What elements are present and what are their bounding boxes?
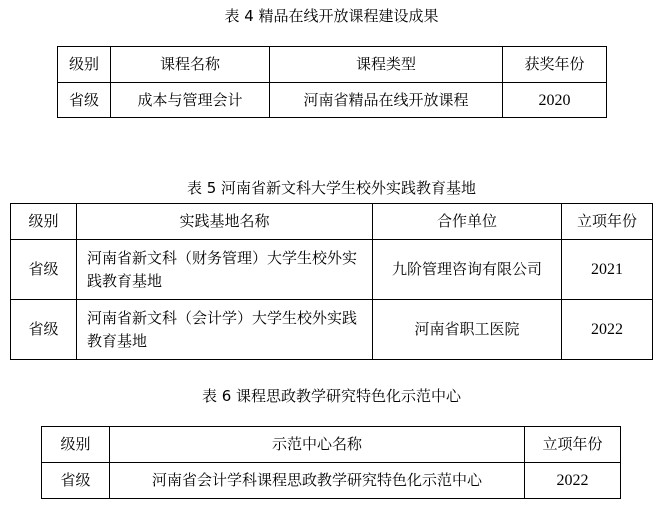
table6-header-level: 级别 — [42, 427, 110, 463]
table5 — [10, 203, 653, 360]
table5-cell-partner: 九阶管理咨询有限公司 — [373, 240, 562, 300]
table5-cell-level: 省级 — [11, 300, 77, 360]
table6-header-center-name: 示范中心名称 — [110, 427, 525, 463]
table5-cell-base-name: 河南省新文科（会计学）大学生校外实践教育基地 — [77, 300, 373, 360]
table4-header-course-type: 课程类型 — [270, 47, 503, 83]
table4-caption: 表 4 精品在线开放课程建设成果 — [224, 7, 439, 25]
table5-header-partner: 合作单位 — [373, 204, 562, 240]
table4-cell-course-type: 河南省精品在线开放课程 — [270, 83, 503, 118]
table6 — [41, 426, 621, 499]
table6-caption: 表 6 课程思政教学研究特色化示范中心 — [201, 387, 462, 405]
table5-caption: 表 5 河南省新文科大学生校外实践教育基地 — [186, 179, 477, 197]
table6-header-project-year: 立项年份 — [525, 427, 621, 463]
table4-header-course-name: 课程名称 — [111, 47, 270, 83]
table5-header-row — [11, 204, 653, 240]
table4-cell-course-name: 成本与管理会计 — [111, 83, 270, 118]
table-row — [11, 240, 653, 300]
table5-cell-project-year: 2021 — [562, 240, 653, 300]
table6-cell-project-year: 2022 — [525, 463, 621, 499]
table4-header-level: 级别 — [58, 47, 111, 83]
table4-cell-level: 省级 — [58, 83, 111, 118]
table6-cell-center-name: 河南省会计学科课程思政教学研究特色化示范中心 — [110, 463, 525, 499]
table-row — [58, 83, 607, 118]
table-row — [11, 300, 653, 360]
table-row — [42, 463, 621, 499]
table5-header-base-name: 实践基地名称 — [77, 204, 373, 240]
table5-cell-partner: 河南省职工医院 — [373, 300, 562, 360]
table5-cell-base-name: 河南省新文科（财务管理）大学生校外实践教育基地 — [77, 240, 373, 300]
table4-header-award-year: 获奖年份 — [503, 47, 607, 83]
table5-header-level: 级别 — [11, 204, 77, 240]
table5-cell-project-year: 2022 — [562, 300, 653, 360]
table6-header-row — [42, 427, 621, 463]
table5-header-project-year: 立项年份 — [562, 204, 653, 240]
table5-cell-level: 省级 — [11, 240, 77, 300]
table4 — [57, 46, 607, 118]
table4-cell-award-year: 2020 — [503, 83, 607, 118]
table4-header-row — [58, 47, 607, 83]
table6-cell-level: 省级 — [42, 463, 110, 499]
